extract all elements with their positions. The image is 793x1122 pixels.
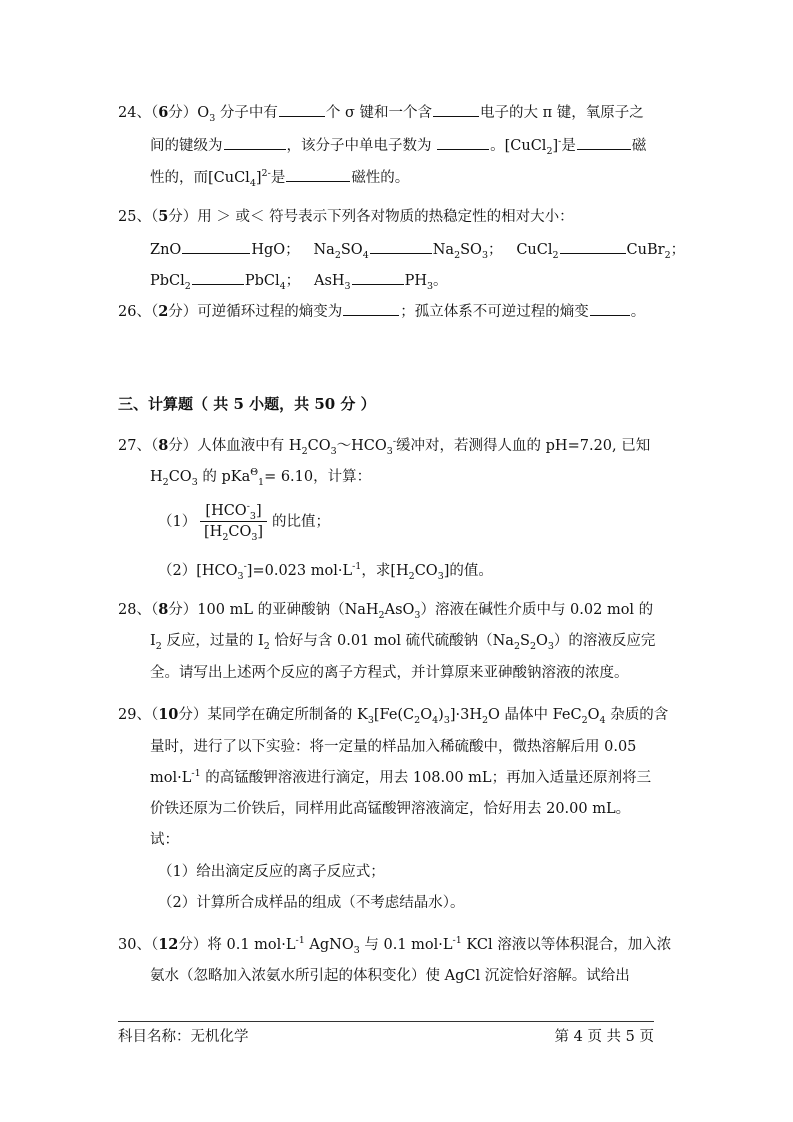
q25-row-2: PbCl$_2$ PbCl$_4$； AsH$_3$ $PH_3$。 <box>150 269 448 291</box>
q29-line-4: 价铁还原为二价铁后，同样用此高锰酸钾溶液滴定，恰好用去 20.00 mL。 <box>150 801 631 817</box>
blank[interactable] <box>192 269 244 285</box>
blank[interactable] <box>182 238 250 254</box>
q27-part-2: $(2)[HCO_3^-]=0.023$ $mol\cdot L^{-1}$，求$[H_2CO_3]$的值。 <box>158 561 493 582</box>
blank[interactable] <box>343 300 399 316</box>
q28-line-2: $I_2$ 反应，过量的 $I_2$ 恰好与含 0.01 mol 硫代硫酸钠$(Na_2S_2O_3)$的溶液反应完 <box>150 633 656 652</box>
blank[interactable] <box>352 269 404 285</box>
q27-line-2: $H_2CO_3$ 的 pKa$^\Theta_1$= 6.10，计算： <box>150 467 372 488</box>
blank[interactable] <box>560 238 626 254</box>
blank[interactable] <box>286 166 350 182</box>
q29-line-5: 试： <box>150 832 179 848</box>
q29-line-3: $mol\cdot L^{-1}$ 的高锰酸钾溶液进行滴定，用去 108.00 mL；再加入适量还原剂将三 <box>150 768 652 786</box>
q27-part-1-label: （1） <box>158 514 197 530</box>
fraction-numerator: $[HCO^-_3]$ <box>205 501 262 522</box>
q27-part-1-tail: 的比值； <box>272 514 330 530</box>
blank[interactable] <box>437 134 489 150</box>
blank[interactable] <box>370 238 432 254</box>
q28-line-3: 全。请写出上述两个反应的离子方程式，并计算原来亚砷酸钠溶液的浓度。 <box>150 665 629 681</box>
ratio-fraction <box>200 502 267 541</box>
blank[interactable] <box>433 101 479 117</box>
q24-line-2: 间的键级为 ，该分子中单电子数为 。[CuCl$_2$]-是 磁 <box>150 134 646 156</box>
q27-line-1: 27、（8分）人体血液中有 $H_2CO_3\sim HCO_3^-$缓冲对，若测得人血的 pH=7.20, 已知 <box>118 436 651 457</box>
footer-page-number: 第 4 页 共 5 页 <box>554 1029 654 1045</box>
footer-divider <box>118 1021 654 1022</box>
q29-part-2: （2）计算所合成样品的组成（不考虑结晶水）。 <box>158 895 465 911</box>
blank[interactable] <box>590 300 630 316</box>
q30-line-2: 氨水（忽略加入浓氨水所引起的体积变化）使 AgCl 沉淀恰好溶解。试给出 <box>150 968 630 984</box>
q28-line-1: 28、（8分）100 mL 的亚砷酸钠（NaH$_2$AsO$_3$）溶液在碱性介质中与 0.02 mol 的 <box>118 601 654 621</box>
q30-line-1: 30、（12分）将 0.1 $mol\cdot L^{-1}$ AgNO$_3$ 与 0.1 $mol\cdot L^{-1}$ KCl 溶液以等体积混合，加入浓 <box>118 935 672 956</box>
footer-subject: 科目名称：无机化学 <box>118 1029 249 1045</box>
q25-line-1: 25、（5分）用 ＞ 或＜ 符号表示下列各对物质的热稳定性的相对大小： <box>118 208 574 225</box>
q29-line-1: 29、（10分）某同学在确定所制备的 $K_3[Fe(C_2O_4)_3]\cdot 3H_2O$ 晶体中 $FeC_2O_4$ 杂质的含 <box>118 706 669 726</box>
section-heading: 三、计算题（ 共 5 小题，共 50 分 ） <box>118 395 376 413</box>
q26-line: 26、（2分）可逆循环过程的熵变为 ；孤立体系不可逆过程的熵变 。 <box>118 300 645 322</box>
q24-line-1: 24、（6分）$O_3$ 分子中有 个 σ 键和一个含 电子的大 π 键，氧原子之 <box>118 101 644 123</box>
blank[interactable] <box>279 101 325 117</box>
q29-line-2: 量时，进行了以下实验：将一定量的样品加入稀硫酸中，微热溶解后用 0.05 <box>150 739 637 755</box>
blank[interactable] <box>224 134 286 150</box>
q29-part-1: （1）给出滴定反应的离子反应式； <box>158 864 385 880</box>
q25-row-1: ZnO HgO； $Na_2SO_4$ $Na_2SO_3$； CuCl$_2$ CuBr$_2$； <box>150 238 685 260</box>
fraction-denominator: $[H_2CO_3]$ <box>204 524 264 543</box>
blank[interactable] <box>577 134 631 150</box>
fraction-bar <box>200 521 267 522</box>
q24-line-3: 性的，而[CuCl$_4$]$^{2-}$是 磁性的。 <box>150 166 409 188</box>
